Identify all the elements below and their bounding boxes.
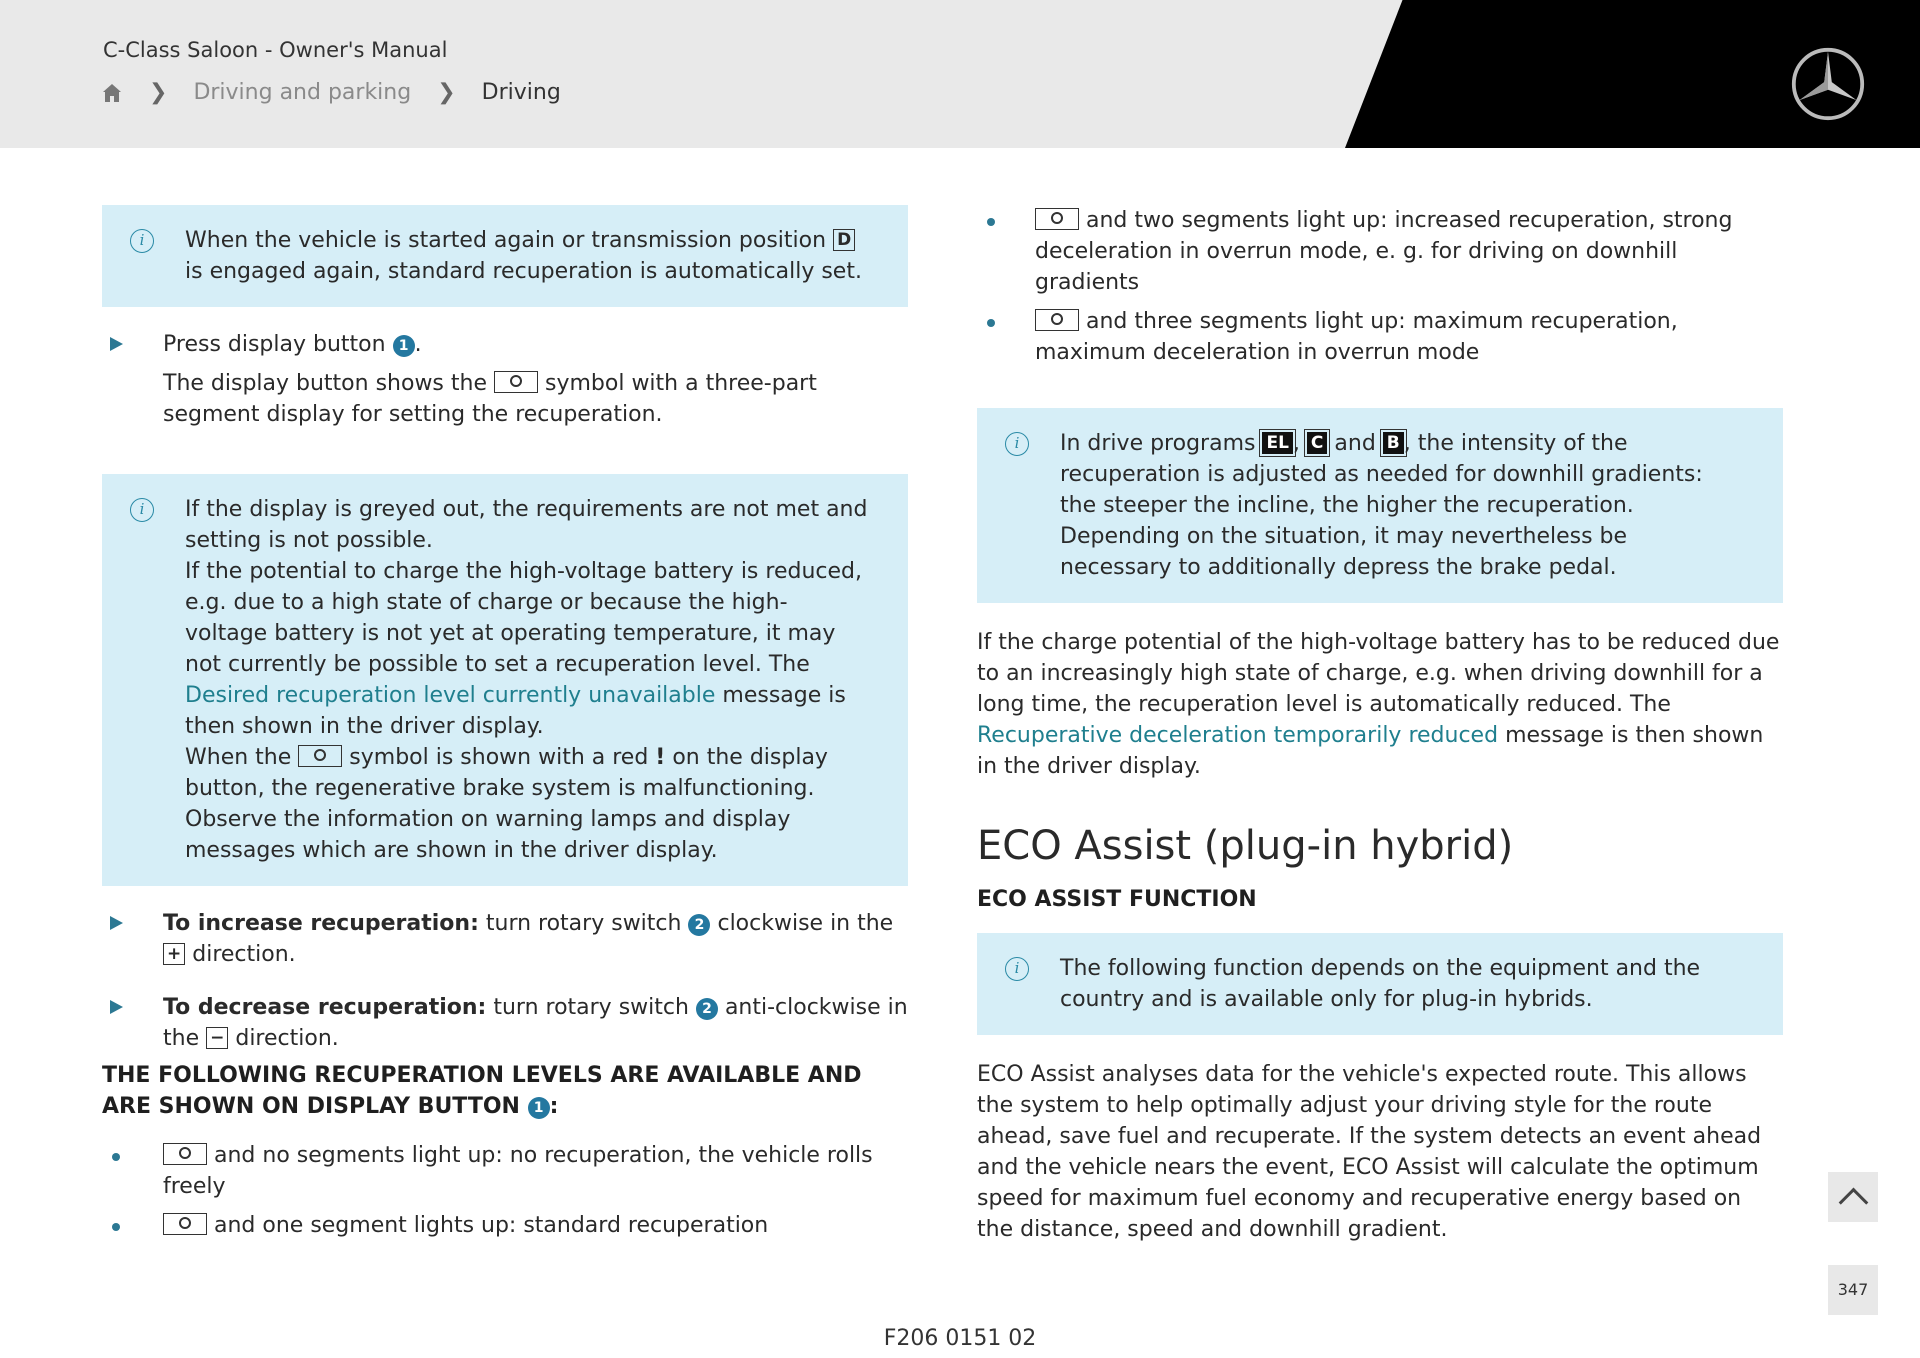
chevron-right-icon: ❯: [437, 80, 456, 105]
step-text: turn rotary switch: [493, 995, 689, 1020]
warning-exclamation: !: [655, 745, 666, 770]
step-arrow-icon: [110, 916, 123, 930]
right-column: [977, 205, 1783, 1245]
list-item-text: and three segments light up: maximum recuperation, maximum deceleration in overrun mode: [1035, 309, 1678, 365]
step-bold: To increase recuperation:: [163, 911, 479, 936]
info-box-display-greyed: [102, 474, 908, 886]
info-text: ,: [1292, 431, 1300, 456]
info-text: is engaged again, standard recuperation is automatically set.: [185, 259, 862, 284]
info-text: If the display is greyed out, the requirements are not met and setting is not possible.: [185, 497, 868, 553]
info-text: If the potential to charge the high-voltage battery is reduced, e.g. due to a high state of charge or because the high-voltage battery is not yet at operating temperature, it may not currently be possible to set a recuperation level. The: [185, 559, 862, 677]
bullet-icon: [987, 218, 995, 226]
step-decrease-recuperation: [102, 992, 908, 1054]
recuperation-symbol-icon: [1035, 208, 1079, 230]
recuperation-symbol-icon: [494, 371, 538, 393]
callout-2-badge: 2: [688, 914, 710, 936]
step-text: anti-clockwise in the: [163, 995, 908, 1051]
bullet-icon: [987, 319, 995, 327]
step-text: .: [414, 332, 422, 357]
message-link-desired-recuperation[interactable]: Desired recuperation level currently unavailable: [185, 683, 716, 708]
step-arrow-icon: [110, 1000, 123, 1014]
breadcrumb: [101, 80, 561, 105]
step-bold: To decrease recuperation:: [163, 995, 487, 1020]
info-box-plug-in-hybrid: [977, 933, 1783, 1035]
bullet-icon: [112, 1153, 120, 1161]
list-item-text: and one segment lights up: standard recuperation: [214, 1213, 769, 1238]
chevron-right-icon: ❯: [149, 80, 168, 105]
step-text: clockwise in the: [717, 911, 894, 936]
home-icon[interactable]: [101, 82, 123, 104]
step-increase-recuperation: [102, 908, 908, 970]
recuperation-symbol-icon: [163, 1143, 207, 1165]
recuperation-symbol-icon: [163, 1213, 207, 1235]
footer-code: F206 0151 02: [883, 1326, 1037, 1351]
recuperation-symbol-icon: [1035, 309, 1079, 331]
step-text: The display button shows the: [163, 371, 487, 396]
info-text: symbol is shown with a red: [349, 745, 649, 770]
step-text: direction.: [235, 1026, 339, 1051]
paragraph-text: If the charge potential of the high-voltage battery has to be reduced due to an increasingly high state of charge, e.g. when driving downhill for a long time, the recuperation level is automatically reduced. The: [977, 630, 1780, 717]
message-link-recuperative-deceleration[interactable]: Recuperative deceleration temporarily reduced: [977, 723, 1499, 748]
info-icon: i: [1005, 957, 1029, 981]
info-box-drive-programs: [977, 408, 1783, 603]
drive-program-c-key: C: [1307, 432, 1327, 454]
recuperation-symbol-icon: [298, 745, 342, 767]
breadcrumb-driving: Driving: [481, 80, 561, 105]
step-text: turn rotary switch: [485, 911, 682, 936]
info-text: , the intensity of the recuperation is adjusted as needed for downhill gradients: the steeper the incline, the higher the recuperation. Depending on the situation, it may nevertheless be necessary to additionally depress the brake pedal.: [1060, 431, 1703, 580]
info-text: and: [1334, 431, 1376, 456]
info-text: on the display button, the regenerative brake system is malfunctioning. Observe the information on warning lamps and display messages which are shown in the driver display.: [185, 745, 828, 863]
bullet-icon: [112, 1223, 120, 1231]
info-text: The following function depends on the equipment and the country and is available only for plug-in hybrids.: [1060, 956, 1701, 1012]
step-press-display-button: [102, 329, 908, 430]
levels-list-left: [102, 1140, 908, 1241]
info-box-standard-recuperation: [102, 205, 908, 307]
header-bar: [0, 0, 1920, 148]
plus-key: +: [163, 943, 185, 965]
info-text: In drive programs: [1060, 431, 1256, 456]
info-icon: i: [1005, 432, 1029, 456]
page-number: 347: [1828, 1265, 1878, 1315]
left-column: [102, 205, 908, 1241]
minus-key: −: [206, 1027, 228, 1049]
list-item: [102, 1210, 908, 1241]
info-icon: i: [130, 229, 154, 253]
step-text: symbol with a three-part segment display for setting the recuperation.: [163, 371, 817, 427]
info-text: When the: [185, 745, 292, 770]
transmission-d-key: D: [833, 229, 855, 251]
chevron-up-icon: [1838, 1187, 1868, 1217]
manual-title: C-Class Saloon - Owner's Manual: [103, 38, 448, 62]
levels-heading-text: THE FOLLOWING RECUPERATION LEVELS ARE AVAILABLE AND ARE SHOWN ON DISPLAY BUTTON: [102, 1063, 862, 1119]
list-item-text: and no segments light up: no recuperation, the vehicle rolls freely: [163, 1143, 873, 1199]
paragraph-charge-potential: [977, 627, 1783, 782]
drive-program-el-key: EL: [1262, 432, 1292, 454]
levels-heading: [102, 1060, 908, 1122]
step-text: direction.: [192, 942, 296, 967]
callout-1-badge: 1: [528, 1097, 550, 1119]
info-text: When the vehicle is started again or transmission position: [185, 228, 827, 253]
list-item: [977, 306, 1783, 368]
section-title: ECO Assist (plug-in hybrid): [977, 823, 1514, 869]
list-item-text: and two segments light up: increased recuperation, strong deceleration in overrun mode, e. g. for driving on downhill gradients: [1035, 208, 1733, 295]
step-text: Press display button: [163, 332, 386, 357]
list-item: [977, 205, 1783, 298]
drive-program-b-key: B: [1383, 432, 1404, 454]
callout-2-badge: 2: [696, 998, 718, 1020]
levels-heading-colon: :: [549, 1094, 559, 1119]
function-heading: ECO ASSIST FUNCTION: [977, 887, 1257, 912]
paragraph-eco-assist: ECO Assist analyses data for the vehicle's expected route. This allows the system to help optimally adjust your driving style for the route ahead, save fuel and recuperate. If the system detects an event ahead and the vehicle nears the event, ECO Assist will calculate the optimum speed for maximum fuel economy and recuperative energy based on the distance, speed and downhill gradient.: [977, 1062, 1762, 1242]
info-text: message is then shown in the driver display.: [185, 683, 846, 739]
step-arrow-icon: [110, 337, 123, 351]
breadcrumb-driving-and-parking[interactable]: Driving and parking: [193, 80, 412, 105]
paragraph-text: message is then shown in the driver display.: [977, 723, 1764, 779]
brand-star-logo-icon: [1790, 46, 1866, 122]
info-icon: i: [130, 498, 154, 522]
callout-1-badge: 1: [393, 335, 415, 357]
scroll-to-top-button[interactable]: [1828, 1172, 1878, 1222]
list-item: [102, 1140, 908, 1202]
